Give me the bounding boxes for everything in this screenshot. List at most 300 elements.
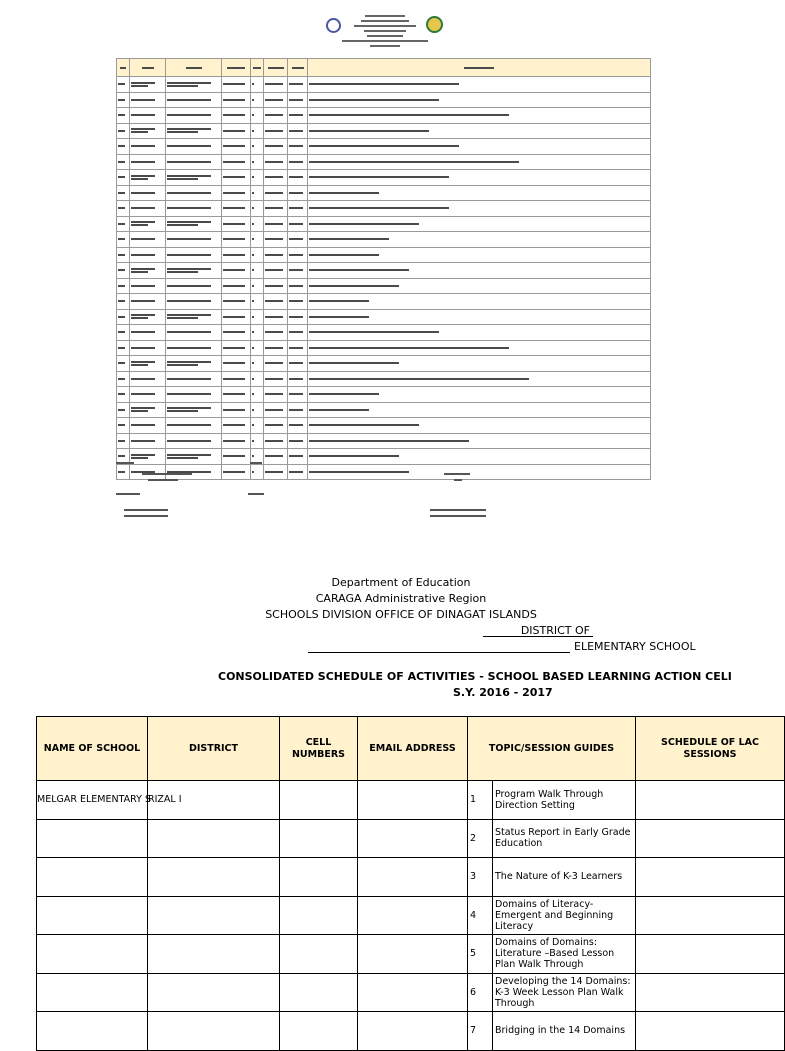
thumbnail-cell <box>222 309 251 325</box>
thumbnail-cell <box>251 108 264 124</box>
cell-email <box>358 896 468 935</box>
thumbnail-cell <box>117 139 130 155</box>
thumbnail-cell <box>308 170 651 186</box>
thumbnail-cell <box>308 185 651 201</box>
region-name: CARAGA Administrative Region <box>315 592 487 605</box>
cell-topic: Bridging in the 14 Domains <box>493 1012 636 1051</box>
thumbnail-text-bar <box>265 176 283 178</box>
thumbnail-row <box>117 278 651 294</box>
thumbnail-cell <box>288 278 308 294</box>
thumbnail-text-bar <box>167 317 198 319</box>
thumbnail-text-bar <box>309 192 379 194</box>
thumbnail-text-bar <box>167 347 211 349</box>
thumbnail-cell <box>251 247 264 263</box>
thumbnail-cell <box>264 464 288 480</box>
cell-email <box>358 973 468 1012</box>
thumbnail-table <box>116 58 651 480</box>
thumbnail-cell <box>222 139 251 155</box>
thumbnail-text-bar <box>131 99 155 101</box>
thumbnail-cell <box>288 123 308 139</box>
thumbnail-cell <box>222 464 251 480</box>
thumbnail-cell <box>264 278 288 294</box>
thumbnail-text-bar <box>118 300 125 302</box>
thumbnail-text-bar <box>289 378 303 380</box>
thumbnail-cell <box>264 216 288 232</box>
table-row <box>37 781 785 820</box>
thumbnail-cell <box>288 340 308 356</box>
thumbnail-cell <box>251 356 264 372</box>
thumbnail-footer-line <box>444 473 470 475</box>
thumbnail-text-bar <box>252 378 254 380</box>
thumbnail-text-bar <box>289 440 303 442</box>
thumbnail-text-bar <box>118 269 125 271</box>
thumbnail-text-bar <box>309 393 379 395</box>
thumbnail-text-bar <box>167 85 198 87</box>
thumbnail-cell <box>130 402 166 418</box>
thumbnail-text-bar <box>223 316 245 318</box>
thumbnail-text-bar <box>252 331 254 333</box>
thumbnail-cell <box>117 464 130 480</box>
thumbnail-cell <box>166 356 222 372</box>
thumbnail-text-bar <box>223 424 245 426</box>
thumbnail-text-bar <box>289 316 303 318</box>
thumbnail-cell <box>251 387 264 403</box>
thumbnail-text-bar <box>265 471 283 473</box>
thumbnail-text-bar <box>131 161 155 163</box>
thumbnail-cell <box>130 139 166 155</box>
thumbnail-text-bar <box>309 471 409 473</box>
thumbnail-cell <box>251 139 264 155</box>
school-label: ELEMENTARY SCHOOL <box>574 640 696 653</box>
thumbnail-text-bar <box>289 362 303 364</box>
thumbnail-text-bar <box>309 161 519 163</box>
thumbnail-text-bar <box>223 393 245 395</box>
thumbnail-text-bar <box>167 271 198 273</box>
thumbnail-text-bar <box>223 192 245 194</box>
thumbnail-cell <box>166 449 222 465</box>
thumbnail-footer-line <box>430 515 486 517</box>
district-blank-line <box>483 636 593 637</box>
thumbnail-row <box>117 449 651 465</box>
thumbnail-text-bar <box>265 300 283 302</box>
thumbnail-cell <box>166 387 222 403</box>
thumbnail-text-bar <box>252 362 254 364</box>
table-row <box>37 819 785 858</box>
thumbnail-text-bar <box>131 82 155 84</box>
thumbnail-text-bar <box>167 254 211 256</box>
thumbnail-text-bar <box>118 378 125 380</box>
thumbnail-cell <box>288 418 308 434</box>
thumbnail-text-bar <box>167 407 211 409</box>
thumbnail-row <box>117 464 651 480</box>
thumbnail-cell <box>222 92 251 108</box>
thumbnail-cell <box>222 154 251 170</box>
cell-topic-number: 2 <box>468 819 493 858</box>
thumbnail-text-bar <box>118 285 125 287</box>
thumbnail-cell <box>166 139 222 155</box>
thumbnail-cell <box>251 325 264 341</box>
thumbnail-text-bar <box>309 83 459 85</box>
thumbnail-row <box>117 185 651 201</box>
thumbnail-footer-line <box>250 462 262 464</box>
cell-topic-number: 5 <box>468 935 493 974</box>
thumbnail-row <box>117 92 651 108</box>
thumbnail-row <box>117 356 651 372</box>
thumbnail-cell <box>130 232 166 248</box>
thumbnail-text-bar <box>131 221 155 223</box>
cell-email <box>358 1012 468 1051</box>
thumbnail-cell <box>251 170 264 186</box>
thumbnail-text-bar <box>223 176 245 178</box>
thumbnail-text-bar <box>265 285 283 287</box>
thumbnail-cell <box>130 294 166 310</box>
thumbnail-cell <box>166 108 222 124</box>
thumbnail-text-bar <box>131 207 155 209</box>
thumbnail-cell <box>308 387 651 403</box>
cell-topic-number: 7 <box>468 1012 493 1051</box>
thumbnail-text-bar <box>118 114 125 116</box>
cell-school <box>37 819 148 858</box>
thumbnail-text-bar <box>289 347 303 349</box>
thumbnail-text-bar <box>289 393 303 395</box>
thumbnail-text-bar <box>223 362 245 364</box>
thumbnail-text-bar <box>118 83 125 85</box>
thumbnail-cell <box>288 371 308 387</box>
thumbnail-text-bar <box>223 440 245 442</box>
thumbnail-text-bar <box>289 285 303 287</box>
table-row <box>37 1012 785 1051</box>
thumbnail-cell <box>308 340 651 356</box>
thumbnail-cell <box>264 449 288 465</box>
thumbnail-cell <box>264 402 288 418</box>
thumbnail-cell <box>288 402 308 418</box>
thumbnail-cell <box>117 77 130 93</box>
cell-school <box>37 896 148 935</box>
cell-topic: Program Walk Through Direction Setting <box>493 781 636 820</box>
department-name: Department of Education <box>331 576 471 589</box>
cell-number <box>280 781 358 820</box>
thumbnail-text-bar <box>252 471 254 473</box>
thumbnail-cell <box>130 371 166 387</box>
cell-school <box>37 858 148 897</box>
cell-schedule <box>636 896 785 935</box>
thumbnail-cell <box>166 278 222 294</box>
thumbnail-cell <box>251 309 264 325</box>
thumbnail-text-bar <box>131 378 155 380</box>
thumbnail-cell <box>222 201 251 217</box>
thumbnail-text-bar <box>289 424 303 426</box>
thumbnail-cell <box>117 418 130 434</box>
thumbnail-text-bar <box>131 454 155 456</box>
thumbnail-text-bar <box>289 300 303 302</box>
cell-school <box>37 1012 148 1051</box>
thumbnail-cell <box>264 294 288 310</box>
thumbnail-text-bar <box>131 114 155 116</box>
thumbnail-cell <box>222 263 251 279</box>
thumbnail-cell <box>251 92 264 108</box>
thumbnail-text-bar <box>289 99 303 101</box>
thumbnail-text-bar <box>265 378 283 380</box>
thumbnail-text-bar <box>167 300 211 302</box>
cell-district <box>148 935 280 974</box>
thumbnail-cell <box>117 325 130 341</box>
thumbnail-text-bar <box>167 314 211 316</box>
thumbnail-cell <box>308 325 651 341</box>
thumbnail-text-bar <box>309 130 429 132</box>
thumbnail-cell <box>166 185 222 201</box>
thumbnail-text-bar <box>223 145 245 147</box>
thumbnail-text-bar <box>118 99 125 101</box>
thumbnail-cell <box>222 356 251 372</box>
thumbnail-cell <box>288 232 308 248</box>
thumbnail-cell <box>222 77 251 93</box>
cell-district <box>148 896 280 935</box>
thumbnail-cell <box>166 325 222 341</box>
thumbnail-row <box>117 201 651 217</box>
thumbnail-text-bar <box>309 176 449 178</box>
thumbnail-row <box>117 154 651 170</box>
thumbnail-cell <box>166 294 222 310</box>
thumbnail-text-bar <box>252 316 254 318</box>
thumbnail-text-bar <box>265 269 283 271</box>
header-topic-session-guides: TOPIC/SESSION GUIDES <box>468 717 636 781</box>
thumbnail-text-bar <box>131 238 155 240</box>
thumbnail-text-bar <box>252 145 254 147</box>
thumbnail-cell <box>251 154 264 170</box>
thumbnail-row <box>117 325 651 341</box>
thumbnail-cell <box>222 216 251 232</box>
thumbnail-cell <box>264 247 288 263</box>
thumbnail-cell <box>288 185 308 201</box>
thumbnail-footer-line <box>142 473 192 475</box>
thumbnail-text-bar <box>167 331 211 333</box>
thumbnail-text-bar <box>167 82 211 84</box>
table-row <box>37 858 785 897</box>
thumbnail-text-bar <box>252 393 254 395</box>
thumbnail-cell <box>166 418 222 434</box>
cell-email <box>358 935 468 974</box>
cell-number <box>280 973 358 1012</box>
thumbnail-footer-line <box>454 479 462 481</box>
thumbnail-text-bar <box>131 145 155 147</box>
thumbnail-cell <box>130 418 166 434</box>
thumbnail-cell <box>222 108 251 124</box>
thumbnail-cell <box>251 418 264 434</box>
thumbnail-text-bar <box>131 317 148 319</box>
thumbnail-cell <box>166 123 222 139</box>
thumbnail-text-bar <box>265 331 283 333</box>
thumbnail-cell <box>117 278 130 294</box>
thumbnail-text-bar <box>289 269 303 271</box>
thumbnail-cell <box>166 170 222 186</box>
cell-topic: The Nature of K-3 Learners <box>493 858 636 897</box>
thumbnail-text-bar <box>309 347 509 349</box>
thumbnail-cell <box>308 201 651 217</box>
thumbnail-text-bar <box>131 440 155 442</box>
thumbnail-text-bar <box>289 254 303 256</box>
thumbnail-cell <box>288 449 308 465</box>
document-title: CONSOLIDATED SCHEDULE OF ACTIVITIES - SCHOOL BASED LEARNING ACTION CELI <box>218 670 732 683</box>
division-name: SCHOOLS DIVISION OFFICE OF DINAGAT ISLANDS <box>265 608 537 621</box>
thumbnail-text-bar <box>118 409 125 411</box>
thumbnail-text-bar <box>118 471 125 473</box>
thumbnail-text-bar <box>252 161 254 163</box>
thumbnail-cell <box>264 139 288 155</box>
thumbnail-row <box>117 108 651 124</box>
thumbnail-text-bar <box>309 362 399 364</box>
thumbnail-text-bar <box>118 176 125 178</box>
thumbnail-cell <box>308 449 651 465</box>
thumbnail-row <box>117 294 651 310</box>
thumbnail-text-bar <box>252 192 254 194</box>
cell-topic: Developing the 14 Domains: K-3 Week Lesson Plan Walk Through <box>493 973 636 1012</box>
thumbnail-cell <box>130 340 166 356</box>
thumbnail-cell <box>288 294 308 310</box>
thumbnail-cell <box>117 232 130 248</box>
thumbnail-cell <box>308 123 651 139</box>
thumbnail-cell <box>288 433 308 449</box>
thumbnail-text-bar <box>118 455 125 457</box>
thumbnail-text-bar <box>118 347 125 349</box>
cell-district <box>148 973 280 1012</box>
thumbnail-text-bar <box>252 440 254 442</box>
thumbnail-cell <box>166 263 222 279</box>
thumbnail-cell <box>130 201 166 217</box>
thumbnail-text-bar <box>167 457 198 459</box>
thumbnail-cell <box>130 309 166 325</box>
thumbnail-cell <box>117 294 130 310</box>
thumbnail-text-bar <box>223 378 245 380</box>
thumbnail-text-bar <box>289 176 303 178</box>
thumbnail-cell <box>308 294 651 310</box>
thumbnail-text-bar <box>167 131 198 133</box>
thumbnail-cell <box>166 309 222 325</box>
thumbnail-text-bar <box>118 192 125 194</box>
cell-email <box>358 858 468 897</box>
thumbnail-text-bar <box>289 192 303 194</box>
thumbnail-text-bar <box>309 207 449 209</box>
thumbnail-cell <box>222 387 251 403</box>
thumbnail-text-bar <box>118 130 125 132</box>
thumbnail-text-bar <box>252 300 254 302</box>
thumbnail-text-bar <box>223 285 245 287</box>
thumbnail-text-bar <box>252 455 254 457</box>
thumbnail-text-bar <box>289 145 303 147</box>
thumbnail-text-bar <box>289 238 303 240</box>
thumbnail-text-bar <box>252 269 254 271</box>
thumbnail-cell <box>308 216 651 232</box>
thumbnail-text-bar <box>309 455 399 457</box>
thumbnail-cell <box>308 356 651 372</box>
thumbnail-text-bar <box>223 409 245 411</box>
thumbnail-row <box>117 340 651 356</box>
thumbnail-row <box>117 433 651 449</box>
thumbnail-text-bar <box>309 223 419 225</box>
thumbnail-text-bar <box>289 331 303 333</box>
thumbnail-cell <box>308 92 651 108</box>
thumbnail-text-bar <box>252 207 254 209</box>
thumbnail-cell <box>264 154 288 170</box>
thumbnail-cell <box>130 170 166 186</box>
thumbnail-footer-line <box>124 515 168 517</box>
thumbnail-text-bar <box>131 347 155 349</box>
thumbnail-text-bar <box>167 424 211 426</box>
thumbnail-text-bar <box>131 407 155 409</box>
thumbnail-text-bar <box>118 207 125 209</box>
thumbnail-cell <box>288 154 308 170</box>
thumbnail-cell <box>117 356 130 372</box>
thumbnail-cell <box>117 154 130 170</box>
header-schedule-of-lac-sessions: SCHEDULE OF LAC SESSIONS <box>636 717 785 781</box>
thumbnail-text-bar <box>289 130 303 132</box>
cell-district <box>148 819 280 858</box>
thumbnail-footer-line <box>116 493 140 495</box>
school-year-text: S.Y. 2016 - 2017 <box>453 686 553 699</box>
thumbnail-text-bar <box>289 83 303 85</box>
thumbnail-text-bar <box>252 285 254 287</box>
thumbnail-cell <box>117 433 130 449</box>
thumbnail-cell <box>130 123 166 139</box>
cell-schedule <box>636 858 785 897</box>
thumbnail-text-bar <box>167 99 211 101</box>
thumbnail-text-bar <box>289 223 303 225</box>
thumbnail-text-bar <box>167 114 211 116</box>
cell-number <box>280 819 358 858</box>
thumbnail-text-bar <box>223 238 245 240</box>
cell-number <box>280 858 358 897</box>
cell-number <box>280 935 358 974</box>
thumbnail-text-bar <box>252 409 254 411</box>
thumbnail-cell <box>222 170 251 186</box>
thumbnail-text-bar <box>167 145 211 147</box>
thumbnail-cell <box>264 309 288 325</box>
thumbnail-cell <box>308 433 651 449</box>
thumbnail-text-bar <box>118 161 125 163</box>
cell-school <box>37 973 148 1012</box>
thumbnail-cell <box>264 371 288 387</box>
thumbnail-cell <box>117 309 130 325</box>
thumbnail-cell <box>264 185 288 201</box>
thumbnail-text-bar <box>252 347 254 349</box>
thumbnail-cell <box>222 433 251 449</box>
thumbnail-text-bar <box>265 440 283 442</box>
thumbnail-cell <box>251 232 264 248</box>
thumbnail-footer-line <box>430 509 486 511</box>
thumbnail-cell <box>308 108 651 124</box>
thumbnail-cell <box>130 387 166 403</box>
thumbnail-text-bar <box>118 238 125 240</box>
thumbnail-cell <box>166 340 222 356</box>
thumbnail-text-bar <box>131 331 155 333</box>
thumbnail-text-bar <box>167 268 211 270</box>
thumbnail-text-bar <box>309 424 419 426</box>
thumbnail-cell <box>288 92 308 108</box>
thumbnail-cell <box>117 340 130 356</box>
thumbnail-cell <box>264 387 288 403</box>
thumbnail-cell <box>251 464 264 480</box>
thumbnail-cell <box>222 294 251 310</box>
thumbnail-text-bar <box>167 238 211 240</box>
thumbnail-cell <box>222 325 251 341</box>
table-row <box>37 896 785 935</box>
thumbnail-cell <box>288 309 308 325</box>
thumbnail-text-bar <box>167 207 211 209</box>
header-name-of-school: NAME OF SCHOOL <box>37 717 148 781</box>
cell-district <box>148 858 280 897</box>
thumbnail-row <box>117 77 651 93</box>
thumbnail-text-bar <box>309 285 399 287</box>
thumbnail-text-bar <box>265 362 283 364</box>
